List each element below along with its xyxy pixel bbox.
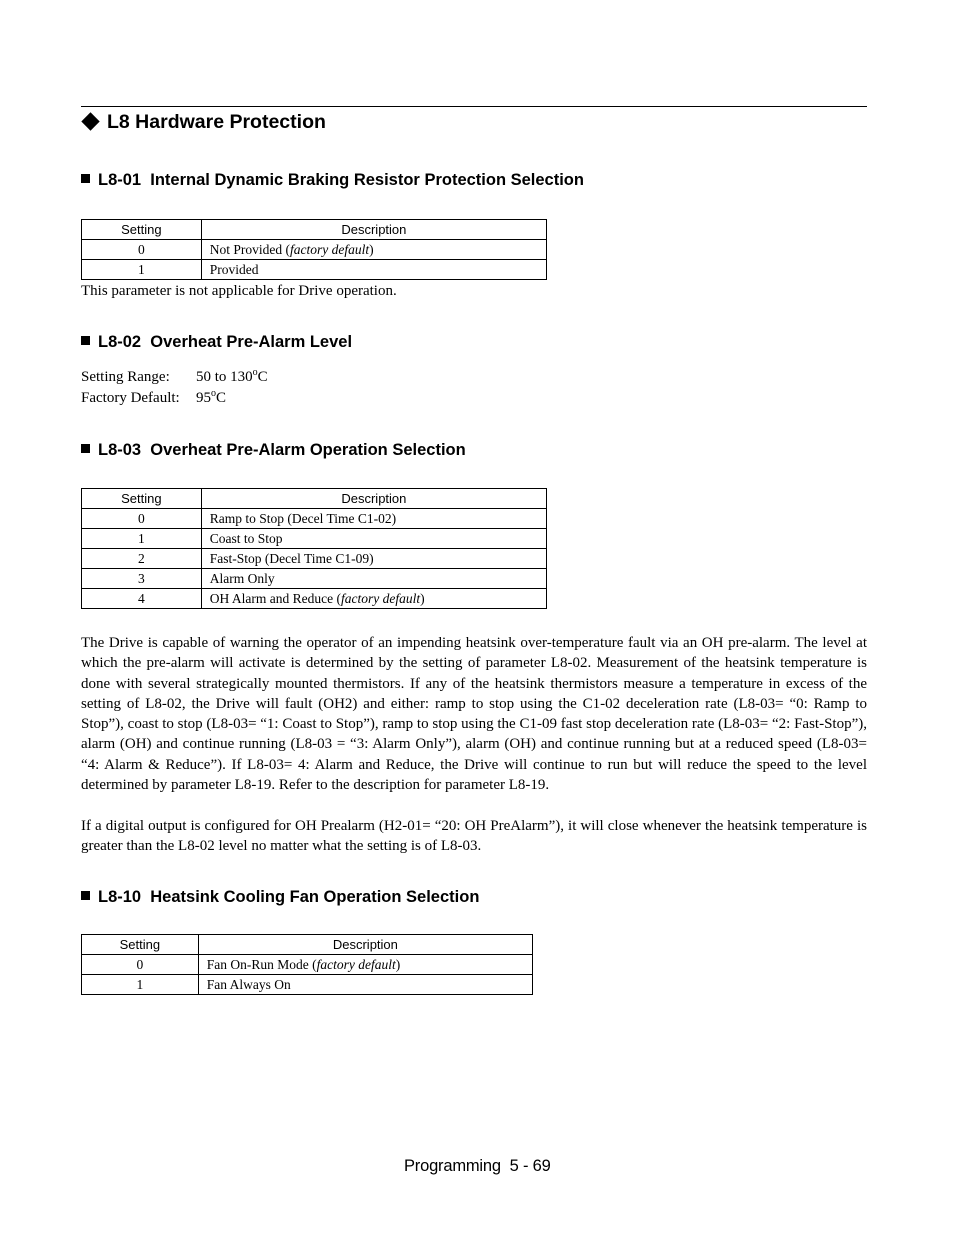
table-l8-10 [81,934,533,995]
description-tail: ) [395,957,401,972]
factory-default-line [81,388,226,407]
description-tail: ) [369,242,374,257]
degree-sup: o [252,367,258,378]
heading-l8-01-text: L8-01 Internal Dynamic Braking Resistor Protection Selection [98,171,584,189]
setting-cell: 4 [82,589,202,609]
description-emphasis: factory default [316,957,396,972]
section-title-text: L8 Hardware Protection [107,111,326,133]
setting-range-value: 50 to 130 [196,369,253,385]
description-tail: ) [420,591,425,606]
page-footer: Programming 5 - 69 [404,1157,551,1175]
table-row [82,569,547,589]
description-text: OH Alarm and Reduce ( [209,591,341,606]
setting-cell: 1 [82,975,199,995]
col-header-setting: Setting [82,935,199,955]
table-row [82,549,547,569]
setting-cell: 3 [82,569,202,589]
unit: C [257,369,268,385]
setting-cell: 1 [82,260,202,280]
heading-l8-10-text: L8-10 Heatsink Cooling Fan Operation Selection [98,888,480,906]
description-cell [201,240,546,260]
setting-cell: 0 [82,955,199,975]
table-row [82,509,547,529]
table-row [82,260,547,280]
description-cell: Ramp to Stop (Decel Time C1-02) [201,509,546,529]
setting-cell: 0 [82,509,202,529]
setting-range-label: Setting Range: [81,369,170,385]
col-header-setting: Setting [82,220,202,240]
col-header-setting: Setting [82,489,202,509]
description-text: Not Provided ( [209,242,291,257]
heading-l8-03-text: L8-03 Overheat Pre-Alarm Operation Selection [98,441,466,459]
heading-l8-03 [81,441,466,460]
description-cell [201,260,546,280]
diamond-bullet-icon [81,113,99,131]
table-row [82,529,547,549]
description-cell: Fast-Stop (Decel Time C1-09) [201,549,546,569]
degree-sup: o [211,388,216,399]
unit: C [216,390,227,406]
description-cell: Fan Always On [198,975,532,995]
square-bullet-icon [81,444,90,453]
table-header-row [82,489,547,509]
top-rule [81,106,867,107]
square-bullet-icon [81,174,90,183]
setting-cell: 1 [82,529,202,549]
description-cell: Alarm Only [201,569,546,589]
description-text: Fan On-Run Mode ( [206,957,317,972]
square-bullet-icon [81,336,90,345]
l8-03-paragraph-2: If a digital output is configured for OH Prealarm (H2-01= “20: OH PreAlarm”), it will close whenever the heatsink temperature is greater than the L8-02 level no matter what the setting is of L8-03. [81,818,867,855]
setting-cell: 2 [82,549,202,569]
table-header-row [82,935,533,955]
factory-default-value: 95 [196,390,211,406]
table-row [82,955,533,975]
heading-l8-10 [81,888,479,907]
heading-l8-02 [81,333,352,352]
square-bullet-icon [81,891,90,900]
factory-default-label: Factory Default: [81,390,180,406]
table-l8-03 [81,488,547,609]
table-row [82,240,547,260]
heading-l8-01 [81,171,584,190]
col-header-description: Description [201,220,546,240]
l8-01-note: This parameter is not applicable for Drive operation. [81,283,397,299]
description-cell [198,955,532,975]
description-emphasis: factory default [290,242,370,257]
table-row [82,975,533,995]
table-l8-01 [81,219,547,280]
col-header-description: Description [198,935,532,955]
description-emphasis: factory default [340,591,421,606]
description-text: Provided [209,262,259,277]
heading-l8-02-text: L8-02 Overheat Pre-Alarm Level [98,333,353,351]
setting-cell: 0 [82,240,202,260]
description-cell [201,589,546,609]
table-header-row [82,220,547,240]
col-header-description: Description [201,489,546,509]
section-title [81,111,326,134]
l8-03-paragraph-1: The Drive is capable of warning the operator of an impending heatsink over-temperature fault via an OH pre-alarm. The level at which the pre-alarm will activate is determined by the setting of parameter L8-02. Measurement of the heatsink temperature is done with several strategically mounted thermistors. If any of the heatsink thermistors measure a temperature in excess of the setting of L8-02, the Drive will fault (OH2) and either: ramp to stop using the C1-02 deceleration rate (L8-03= “0: Ramp to Stop”), coast to stop (L8-03= “1: Coast to Stop”), ramp to stop using the C1-09 fast stop deceleration rate (L8-03= “2: Fast-Stop”), alarm (OH) and continue running (L8-03 = “3: Alarm Only”), alarm (OH) and continue running but at a reduced speed (L8-03= “4: Alarm & Reduce”). If L8-03= 4: Alarm and Reduce, the Drive will continue to run but will reduce the speed to the level determined by parameter L8-19. Refer to the description for parameter L8-19. [81,635,867,794]
description-cell: Coast to Stop [201,529,546,549]
setting-range-line [81,367,268,386]
table-row [82,589,547,609]
